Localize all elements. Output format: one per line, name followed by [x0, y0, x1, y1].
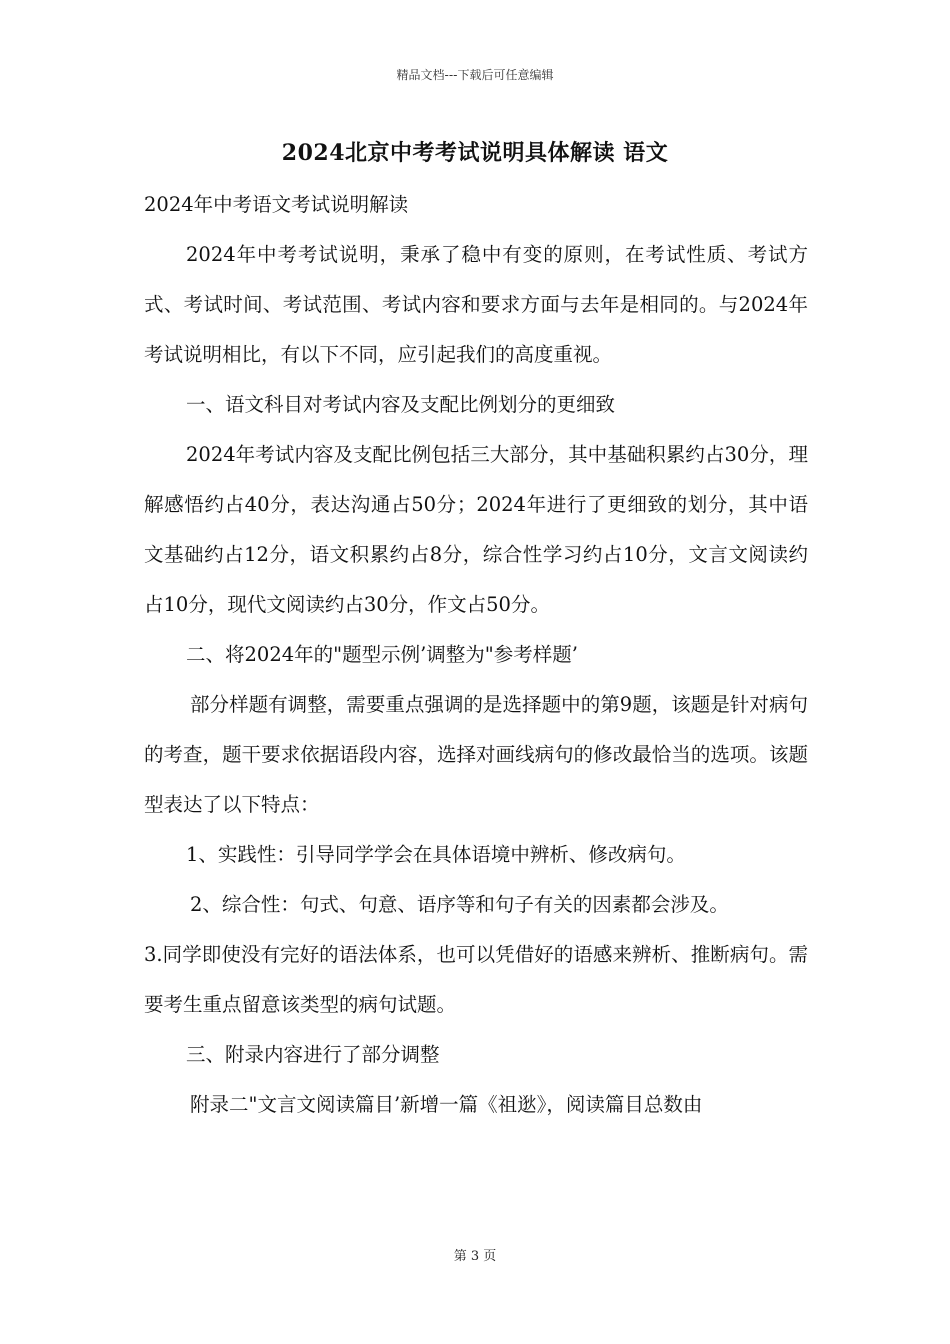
list-item-comprehensiveness: 2、综合性：句式、句意、语序等和句子有关的因素都会涉及。: [190, 893, 729, 916]
list-item-language-sense: 3.同学即使没有完好的语法体系，也可以凭借好的语感来辨析、推断病句。需要考生重点留意该类型的病句试题。: [144, 943, 808, 1016]
section-1-paragraph: 2024年考试内容及支配比例包括三大部分，其中基础积累约占30分，理解感悟约占40分，表达沟通占50分；2024年进行了更细致的划分，其中语文基础约占12分，语文积累约占8分，综合性学习约占10分，文言文阅读约占10分，现代文阅读约占30分，作文占50分。: [144, 443, 808, 616]
list-item-practicality: 1、实践性：引导同学学会在具体语境中辨析、修改病句。: [186, 843, 686, 866]
section-3-paragraph: 附录二"文言文阅读篇目’新增一篇《祖逖》，阅读篇目总数由: [190, 1093, 703, 1116]
page-header: 精品文档---下载后可任意编辑: [396, 68, 554, 82]
document-body: [144, 180, 808, 1130]
document-title: 2024北京中考考试说明具体解读 语文: [281, 140, 669, 166]
section-2-paragraph: 部分样题有调整，需要重点强调的是选择题中的第9题，该题是针对病句的考查，题干要求依据语段内容，选择对画线病句的修改最恰当的选项。该题型表达了以下特点：: [144, 693, 808, 816]
subtitle-paragraph: 2024年中考语文考试说明解读: [144, 193, 409, 216]
page-number: 第 3 页: [453, 1249, 497, 1264]
section-heading-2: 二、将2024年的"题型示例’调整为"参考样题’: [186, 643, 578, 666]
intro-paragraph: 2024年中考考试说明，秉承了稳中有变的原则，在考试性质、考试方式、考试时间、考试范围、考试内容和要求方面与去年是相同的。与2024年考试说明相比，有以下不同，应引起我们的高度重视。: [144, 243, 808, 366]
section-heading-3: 三、附录内容进行了部分调整: [186, 1043, 440, 1066]
section-heading-1: 一、语文科目对考试内容及支配比例划分的更细致: [186, 393, 616, 416]
